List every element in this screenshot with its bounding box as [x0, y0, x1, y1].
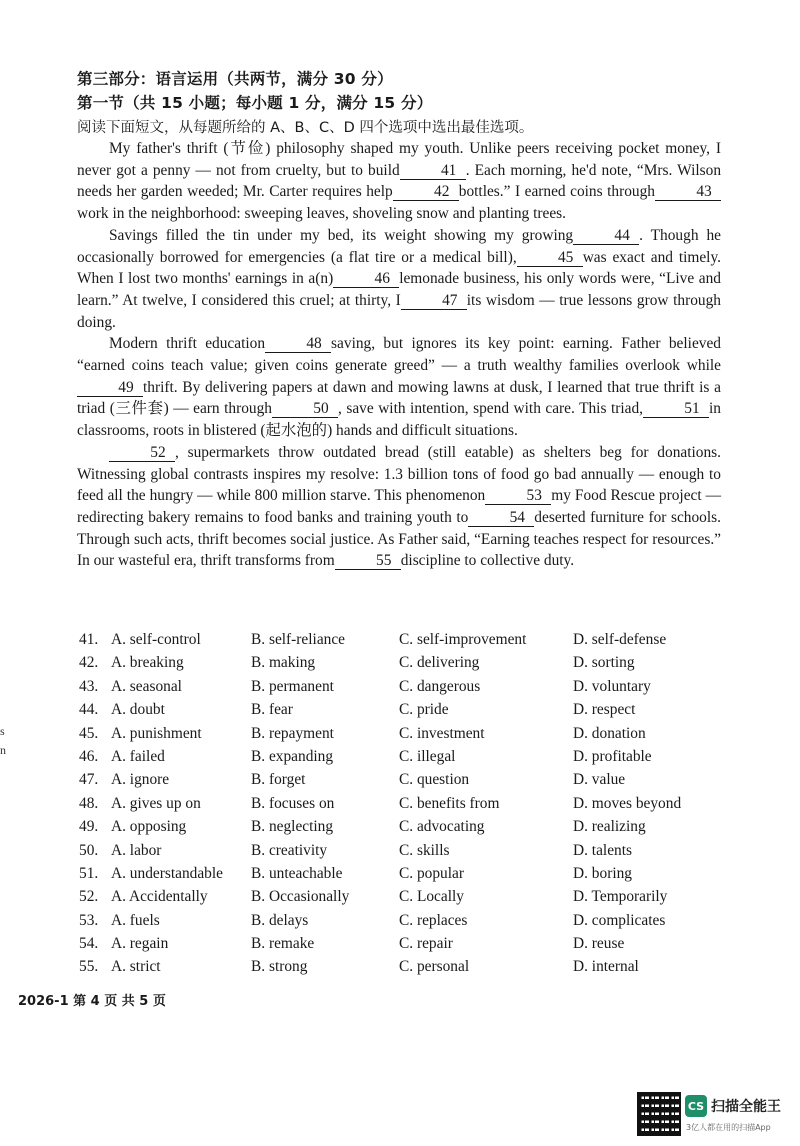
qr-code-icon — [637, 1092, 681, 1136]
section-heading: 第三部分：语言运用（共两节，满分 30 分） — [77, 70, 393, 88]
question-number: 50. — [79, 841, 99, 859]
question-row — [79, 725, 779, 748]
blank-55: 55 — [335, 553, 401, 570]
page-footer: 2026-1 第 4 页 共 5 页 — [18, 994, 166, 1009]
blank-51: 51 — [643, 401, 709, 418]
option-a: A. fuels — [111, 911, 160, 929]
passage-text: lemonade business, his only words were, “Live and learn.” At twelve, I considered this cruel; at thirty, I — [77, 270, 721, 309]
option-b: B. unteachable — [251, 864, 343, 882]
question-number: 55. — [79, 958, 99, 976]
option-a: A. labor — [111, 841, 162, 859]
subsection-heading: 第一节（共 15 小题；每小题 1 分，满分 15 分） — [77, 94, 433, 112]
option-b: B. creativity — [251, 841, 328, 859]
option-d: D. voluntary — [573, 677, 651, 695]
question-row — [79, 771, 779, 794]
option-a: A. strict — [111, 958, 161, 976]
passage-text: bottles.” I earned coins through — [458, 183, 656, 201]
option-b: B. Occasionally — [251, 888, 350, 906]
option-d: D. sorting — [573, 654, 635, 672]
option-a: A. breaking — [111, 654, 184, 672]
camscanner-logo-icon: CS — [685, 1095, 707, 1117]
question-number: 47. — [79, 771, 99, 789]
option-c: C. replaces — [399, 911, 468, 929]
option-b: B. neglecting — [251, 818, 334, 836]
passage-text: , save with intention, spend with care. This triad, — [338, 400, 643, 418]
option-d: D. moves beyond — [573, 794, 682, 812]
passage-text: Savings filled the tin under my bed, its weight showing my growing — [109, 226, 574, 244]
question-row — [79, 654, 779, 677]
blank-53: 53 — [485, 488, 551, 505]
paragraph — [77, 225, 721, 334]
question-number: 46. — [79, 747, 99, 765]
option-b: B. permanent — [251, 677, 334, 695]
option-c: C. pride — [399, 701, 449, 719]
option-b: B. delays — [251, 911, 309, 929]
question-number: 51. — [79, 864, 99, 882]
option-a: A. failed — [111, 747, 165, 765]
question-number: 49. — [79, 818, 99, 836]
passage-text: . Each morning, he'd note, “Mrs. Wilson needs her garden weeded; Mr. Carter requires help — [77, 161, 722, 201]
passage-text: discipline to collective duty. — [400, 552, 575, 570]
question-number: 54. — [79, 935, 99, 953]
passage-text: work in the neighborhood: sweeping leaves, shoveling snow and planting trees. — [77, 205, 566, 223]
option-d: D. donation — [573, 724, 646, 742]
paragraph — [77, 333, 721, 442]
cloze-passage — [77, 138, 721, 572]
passage-text: thrift. By delivering papers at dawn and mowing lawns at dusk, I learned that true thrift is a triad (三件套) — earn through — [77, 378, 721, 418]
paragraph — [77, 138, 721, 225]
passage-text: my Food Rescue project — redirecting bakery remains to food banks and training youth to — [77, 487, 721, 526]
passage-text: in classrooms, roots in blistered (起水泡的) hands and difficult situations. — [77, 400, 721, 440]
blank-44: 44 — [573, 228, 639, 245]
option-b: B. making — [251, 654, 316, 672]
option-d: D. self-defense — [573, 631, 667, 648]
answer-options — [79, 631, 779, 982]
question-number: 42. — [79, 654, 99, 672]
option-c: C. illegal — [399, 747, 456, 765]
question-row — [79, 912, 779, 935]
option-b: B. strong — [251, 958, 308, 976]
blank-54: 54 — [468, 510, 534, 527]
instruction-text: 阅读下面短文，从每题所给的 A、B、C、D 四个选项中选出最佳选项。 — [77, 120, 534, 136]
option-b: B. self-reliance — [251, 631, 346, 648]
option-b: B. expanding — [251, 747, 334, 765]
option-d: D. realizing — [573, 818, 646, 836]
option-a: A. ignore — [111, 771, 170, 789]
blank-43: 43 — [655, 184, 721, 201]
passage-text: deserted furniture for schools. Through such acts, thrift becomes social justice. As Father said, “Earning teaches respect for resources.” In our wasteful era, thrift transforms from — [77, 508, 721, 570]
watermark-title: 扫描全能王 — [711, 1099, 781, 1115]
option-a: A. Accidentally — [111, 888, 208, 906]
option-c: C. Locally — [399, 888, 464, 906]
option-a: A. understandable — [111, 864, 223, 882]
option-a: A. self-control — [111, 631, 201, 648]
option-b: B. remake — [251, 935, 315, 953]
question-number: 44. — [79, 701, 99, 719]
option-b: B. forget — [251, 771, 306, 789]
question-row — [79, 701, 779, 724]
passage-text: , supermarkets throw outdated bread (still eatable) as shelters beg for donations. Witnessing global contrasts inspires my resolve: 1.3 billion tons of food go bad annually — enough to feed all the hungry — while 800 million starve. This phenomenon — [77, 443, 721, 505]
option-c: C. benefits from — [399, 794, 500, 812]
blank-48: 48 — [265, 336, 331, 353]
passage-text: . Though he occasionally borrowed for emergencies (a flat tire or a medical bill), — [77, 226, 721, 266]
question-number: 41. — [79, 631, 99, 648]
option-d: D. respect — [573, 701, 636, 719]
question-row — [79, 865, 779, 888]
option-c: C. repair — [399, 935, 453, 953]
option-a: A. opposing — [111, 818, 187, 836]
question-number: 53. — [79, 911, 99, 929]
blank-50: 50 — [272, 401, 338, 418]
blank-45: 45 — [517, 250, 583, 267]
option-d: D. talents — [573, 841, 632, 859]
option-d: D. reuse — [573, 935, 625, 953]
option-c: C. investment — [399, 724, 485, 742]
option-c: C. personal — [399, 958, 470, 976]
option-b: B. focuses on — [251, 794, 335, 812]
option-a: A. punishment — [111, 724, 202, 742]
option-a: A. doubt — [111, 701, 165, 719]
passage-text: My father's thrift (节俭) philosophy shaped my youth. Unlike peers receiving pocket money, I never got a penny — not from cruelty, but to build — [77, 140, 721, 179]
blank-42: 42 — [393, 184, 459, 201]
passage-text: saving, but ignores its key point: earning. Father believed “earned coins teach value; given coins generate greed” — a truth wealthy families overlook while — [77, 335, 721, 375]
paragraph — [77, 442, 721, 572]
option-d: D. internal — [573, 958, 639, 976]
blank-46: 46 — [333, 271, 399, 288]
option-c: C. advocating — [399, 818, 485, 836]
blank-47: 47 — [401, 293, 467, 310]
blank-41: 41 — [400, 163, 466, 180]
margin-mark: n — [0, 743, 6, 757]
option-c: C. delivering — [399, 654, 480, 672]
question-number: 45. — [79, 724, 99, 742]
question-row — [79, 818, 779, 841]
question-row — [79, 935, 779, 958]
option-c: C. popular — [399, 864, 464, 882]
question-row — [79, 888, 779, 911]
blank-49: 49 — [77, 380, 143, 397]
option-b: B. repayment — [251, 724, 334, 742]
question-row — [79, 678, 779, 701]
question-row — [79, 795, 779, 818]
question-row — [79, 958, 779, 981]
margin-mark: s — [0, 724, 5, 738]
option-d: D. value — [573, 771, 626, 789]
question-number: 43. — [79, 677, 99, 695]
option-a: A. gives up on — [111, 794, 201, 812]
watermark-subtitle: 3亿人都在用的扫描App — [686, 1123, 771, 1132]
option-a: A. seasonal — [111, 677, 182, 695]
blank-52: 52 — [109, 445, 175, 462]
option-c: C. self-improvement — [399, 631, 527, 648]
question-number: 48. — [79, 794, 99, 812]
passage-text: was exact and timely. When I lost two months' earnings in a(n) — [77, 248, 721, 288]
passage-text: its wisdom — true lessons grow through doing. — [77, 291, 721, 331]
option-c: C. dangerous — [399, 677, 481, 695]
option-c: C. question — [399, 771, 470, 789]
option-c: C. skills — [399, 841, 450, 859]
option-b: B. fear — [251, 701, 293, 719]
option-a: A. regain — [111, 935, 169, 953]
question-row — [79, 631, 779, 654]
question-number: 52. — [79, 888, 99, 906]
passage-text: Modern thrift education — [109, 335, 266, 353]
option-d: D. profitable — [573, 747, 652, 765]
option-d: D. boring — [573, 864, 632, 882]
question-row — [79, 842, 779, 865]
option-d: D. complicates — [573, 911, 666, 929]
option-d: D. Temporarily — [573, 888, 668, 906]
question-row — [79, 748, 779, 771]
